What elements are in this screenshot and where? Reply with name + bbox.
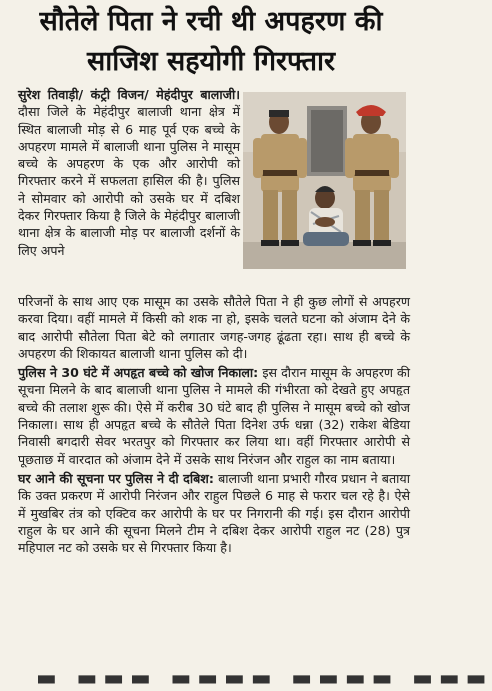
lead-paragraph: दौसा जिले के मेहंदीपुर बालाजी थाना क्षेत्र में स्थित बालाजी मोड़ से 6 माह पूर्व एक बच्चे के अपहरण मामले में बालाजी थाना पुलिस ने मासूम बच्चे के अपहरण के एक और आरोपी को गिरफ्तार करने में सफलता हासिल की है। पुलिस ने सोमवार को आरोपी को उसके घर में दबिश देकर गिरफ्तार किया है जिले के मेहंदीपुर बालाजी थाना क्षेत्र के बालाजी मोड़ पर बालाजी दर्शनों के लिए अपने bbox=[18, 104, 240, 258]
article-column-text bbox=[18, 86, 240, 259]
section-3-subhead: घर आने की सूचना पर पुलिस ने दी दबिश: bbox=[18, 470, 214, 486]
section-3-body: बालाजी थाना प्रभारी गौरव प्रधान ने बताया कि उक्त प्रकरण में आरोपी निरंजन और राहुल पिछले 6 माह से फरार चल रहे है। ऐसे में मुखबिर तंत्र को एक्टिव कर आरोपी के घर पर निगरानी की गई। इस दौरान आरोपी राहुल के घर आने की सूचना मिलने टीम ने दबिश देकर आरोपी राहुल नट (28) पुत्र महिपाल नट को उसके घर से गिरफ्तार किया है। bbox=[18, 470, 410, 556]
news-photo bbox=[243, 92, 406, 269]
next-article-cutoff bbox=[0, 666, 492, 691]
byline: सुरेश तिवाड़ी/ कंट्री विजन/ मेहंदीपुर बालाजी। bbox=[18, 87, 240, 102]
headline-line-2: साजिश सहयोगी गिरफ्तार bbox=[86, 46, 336, 77]
lead-paragraph-continued: परिजनों के साथ आए एक मासूम का उसके सौतेले पिता ने ही कुछ लोगों से अपहरण करवा दिया। वहीं मामले में किसी को शक ना हो, इसके चलते घटना को अंजाम देने के बाद आरोपी सौतेला पिता बेटे को लगातार जगह-जगह ढूंढता रहा। साथ ही बच्चे के अपहरण की शिकायत बालाजी थाना पुलिस को दी। bbox=[18, 294, 410, 361]
next-headline-fragment: ▬ ▬▬▬ ▬▬▬▬ ▬▬▬▬ ▬▬▬ bbox=[36, 666, 492, 691]
article-full-text bbox=[18, 293, 410, 556]
section-2-subhead: पुलिस ने 30 घंटे में अपहृत बच्चे को खोज निकाला: bbox=[18, 365, 259, 381]
headline-line-1: सौतेले पिता ने रची थी अपहरण की bbox=[39, 6, 383, 37]
section-2-body: इस दौरान मासूम के अपहरण की सूचना मिलने के बाद बालाजी थाना पुलिस ने मामले की गंभीरता को देखते हुए अपहृत बच्चे की तलाश शुरू की। ऐसे में करीब 30 घंटे बाद ही पुलिस ने मासूम बच्चे को खोज निकाला। साथ ही अपहृत बच्चे के सौतेले पिता दिनेश उर्फ धन्ना (32) राकेश बेडिया निवासी बगदारी सेवर भरतपुर को गिरफ्तार कर लिया था। वहीं गिरफ्तार आरोपी से पूछताछ में वारदात को अंजाम देने में उसके साथ निरंजन और राहुल का नाम बताया। bbox=[18, 365, 410, 467]
